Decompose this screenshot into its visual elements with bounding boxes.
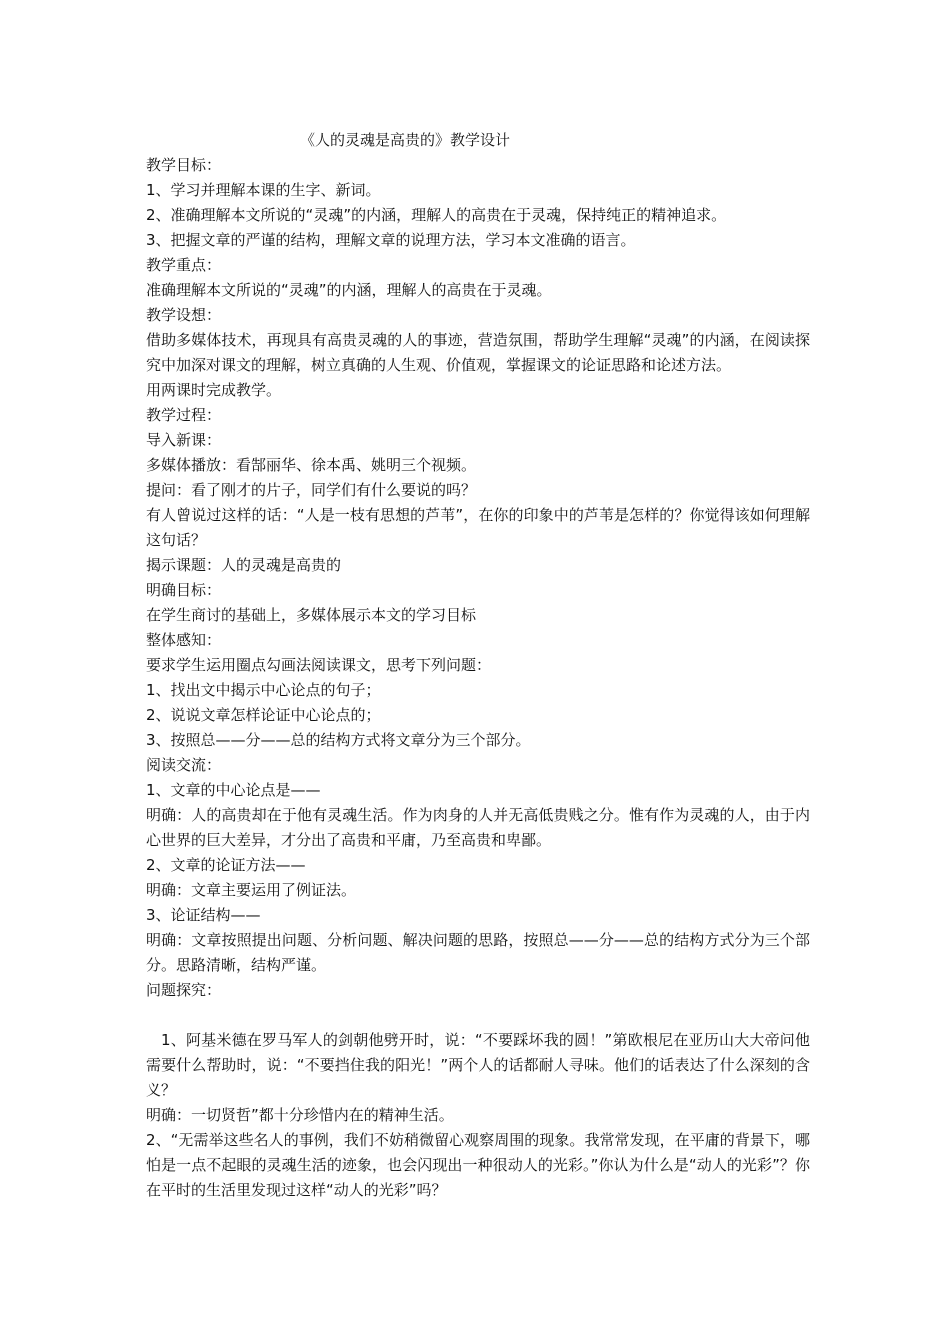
- paragraph: 2、“无需举这些名人的事例，我们不妨稍微留心观察周围的现象。我常常发现，在平庸的背景下，哪怕是一点不起眼的灵魂生活的迹象，也会闪现出一种很动人的光彩。”你认为什么是“动人的光彩”？你在平时的生活里发现过这样“动人的光彩”吗？: [146, 1131, 810, 1199]
- paragraph: 1、文章的中心论点是——: [146, 781, 321, 799]
- paragraph: 教学重点：: [146, 256, 222, 274]
- paragraph: 提问：看了刚才的片子，同学们有什么要说的吗？: [146, 481, 477, 499]
- paragraph: 3、论证结构——: [146, 906, 261, 924]
- paragraph: 2、准确理解本文所说的“灵魂”的内涵，理解人的高贵在于灵魂，保持纯正的精神追求。: [146, 206, 727, 224]
- paragraph: 阅读交流：: [146, 756, 222, 774]
- paragraph: 明确目标：: [146, 581, 222, 599]
- paragraph: 问题探究：: [146, 981, 222, 999]
- paragraph: 1、找出文中揭示中心论点的句子；: [146, 681, 381, 699]
- paragraph: 明确：文章按照提出问题、分析问题、解决问题的思路，按照总——分——总的结构方式分为三个部分。思路清晰，结构严谨。: [146, 931, 810, 974]
- paragraph: 多媒体播放：看郜丽华、徐本禹、姚明三个视频。: [146, 456, 477, 474]
- document-body: [146, 128, 810, 1203]
- paragraph: 在学生商讨的基础上，多媒体展示本文的学习目标: [146, 606, 477, 624]
- paragraph: 整体感知：: [146, 631, 222, 649]
- blank-line: [146, 1003, 810, 1028]
- paragraph: 导入新课：: [146, 431, 222, 449]
- paragraph: 教学目标：: [146, 156, 222, 174]
- paragraph: 明确：文章主要运用了例证法。: [146, 881, 357, 899]
- paragraph: 用两课时完成教学。: [146, 381, 282, 399]
- paragraph: 明确：人的高贵却在于他有灵魂生活。作为肉身的人并无高低贵贱之分。惟有作为灵魂的人，由于内心世界的巨大差异，才分出了高贵和平庸，乃至高贵和卑鄙。: [146, 806, 810, 849]
- paragraph: 3、按照总——分——总的结构方式将文章分为三个部分。: [146, 731, 531, 749]
- paragraph: 教学设想：: [146, 306, 222, 324]
- paragraph: 要求学生运用圈点勾画法阅读课文，思考下列问题：: [146, 656, 492, 674]
- paragraph: 明确：一切贤哲”都十分珍惜内在的精神生活。: [146, 1106, 454, 1124]
- paragraph: 有人曾说过这样的话：“人是一枝有思想的芦苇”，在你的印象中的芦苇是怎样的？你觉得该如何理解这句话？: [146, 506, 810, 549]
- paragraph: 3、把握文章的严谨的结构，理解文章的说理方法，学习本文准确的语言。: [146, 231, 636, 249]
- paragraph: 1、学习并理解本课的生字、新词。: [146, 181, 381, 199]
- paragraph: 2、文章的论证方法——: [146, 856, 306, 874]
- paragraph: 教学过程：: [146, 406, 222, 424]
- document-title: 《人的灵魂是高贵的》教学设计: [300, 131, 511, 149]
- paragraph: 揭示课题：人的灵魂是高贵的: [146, 556, 342, 574]
- paragraph: 准确理解本文所说的“灵魂”的内涵，理解人的高贵在于灵魂。: [146, 281, 552, 299]
- paragraph: 借助多媒体技术，再现具有高贵灵魂的人的事迹，营造氛围，帮助学生理解“灵魂”的内涵，在阅读探究中加深对课文的理解，树立真确的人生观、价值观，掌握课文的论证思路和论述方法。: [146, 331, 810, 374]
- paragraph: 1、阿基米德在罗马军人的剑朝他劈开时，说：“不要踩坏我的圆！”第欧根尼在亚历山大大帝问他需要什么帮助时，说：“不要挡住我的阳光！”两个人的话都耐人寻味。他们的话表达了什么深刻的含义？: [146, 1031, 810, 1099]
- paragraph: 2、说说文章怎样论证中心论点的；: [146, 706, 381, 724]
